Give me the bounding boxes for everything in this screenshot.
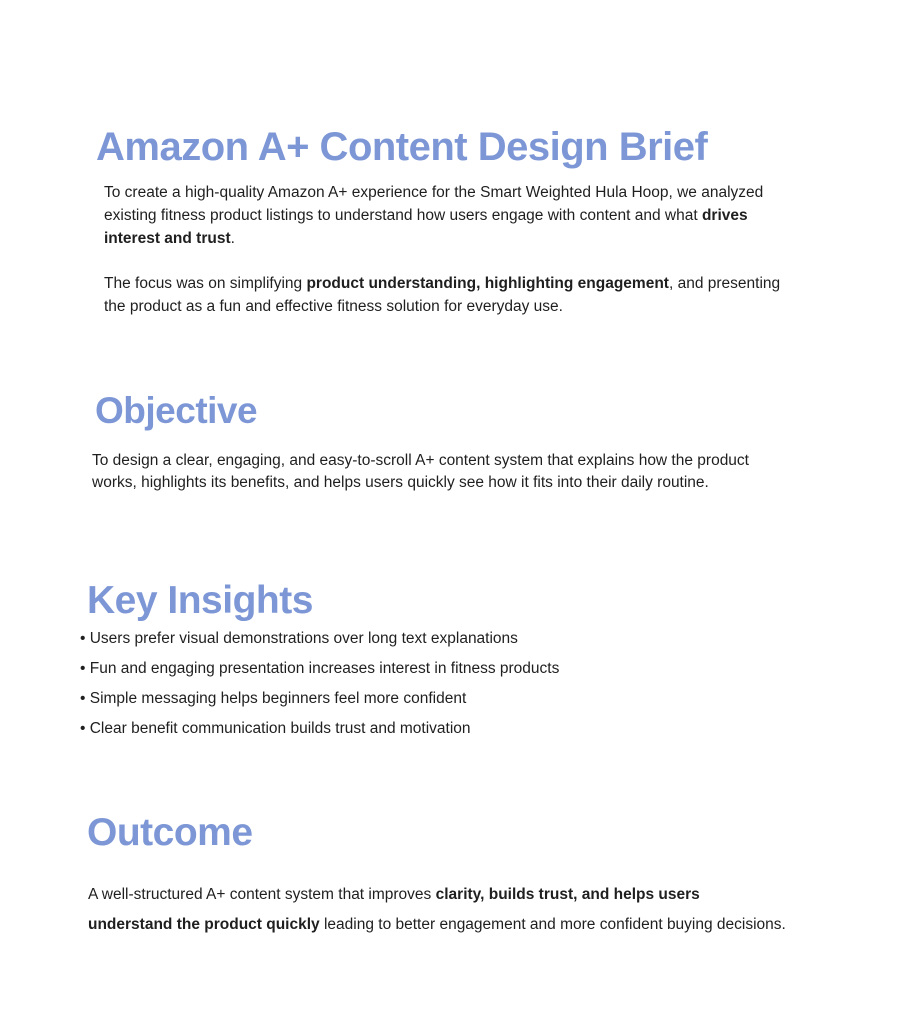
intro-paragraph-1-text-a: To create a high-quality Amazon A+ experience for the Smart Weighted Hula Hoop, we analyzed existing fitness product listings to understand how users engage with content and what xyxy=(104,184,764,224)
outcome-emphasis: clarity, builds trust, and helps users understand the product quickly xyxy=(88,885,700,933)
intro-paragraph-2 xyxy=(104,273,804,319)
section-heading-key-insights: Key Insights xyxy=(87,579,313,623)
list-item: • Simple messaging helps beginners feel more confident xyxy=(80,689,467,707)
intro-paragraph-2-text-a: The focus was on simplifying xyxy=(104,274,307,292)
outcome-body-text xyxy=(88,880,788,940)
outcome-text-a: A well-structured A+ content system that improves xyxy=(88,885,436,903)
section-heading-outcome: Outcome xyxy=(87,811,253,855)
list-item: • Clear benefit communication builds trust and motivation xyxy=(80,719,471,737)
section-heading-objective: Objective xyxy=(95,389,258,431)
intro-paragraph-1-emphasis: drives interest and trust xyxy=(104,206,748,247)
intro-paragraph-2-text-b: , and presenting the product as a fun and effective fitness solution for everyday use. xyxy=(104,274,781,315)
intro-paragraph-2-emphasis: product understanding, highlighting engagement xyxy=(306,274,669,292)
page-title: Amazon A+ Content Design Brief xyxy=(96,124,708,169)
key-insights-list xyxy=(80,628,800,748)
intro-section xyxy=(104,182,804,319)
intro-paragraph-1 xyxy=(104,182,804,251)
list-item: • Fun and engaging presentation increases interest in fitness products xyxy=(80,659,560,677)
outcome-text-b: leading to better engagement and more confident buying decisions. xyxy=(319,915,786,933)
list-item: • Users prefer visual demonstrations over long text explanations xyxy=(80,630,518,647)
objective-body-text: To design a clear, engaging, and easy-to-scroll A+ content system that explains how the product works, highlights its benefits, and helps users quickly see how it fits into their daily routine. xyxy=(92,451,749,492)
intro-paragraph-1-text-b: . xyxy=(230,229,235,247)
